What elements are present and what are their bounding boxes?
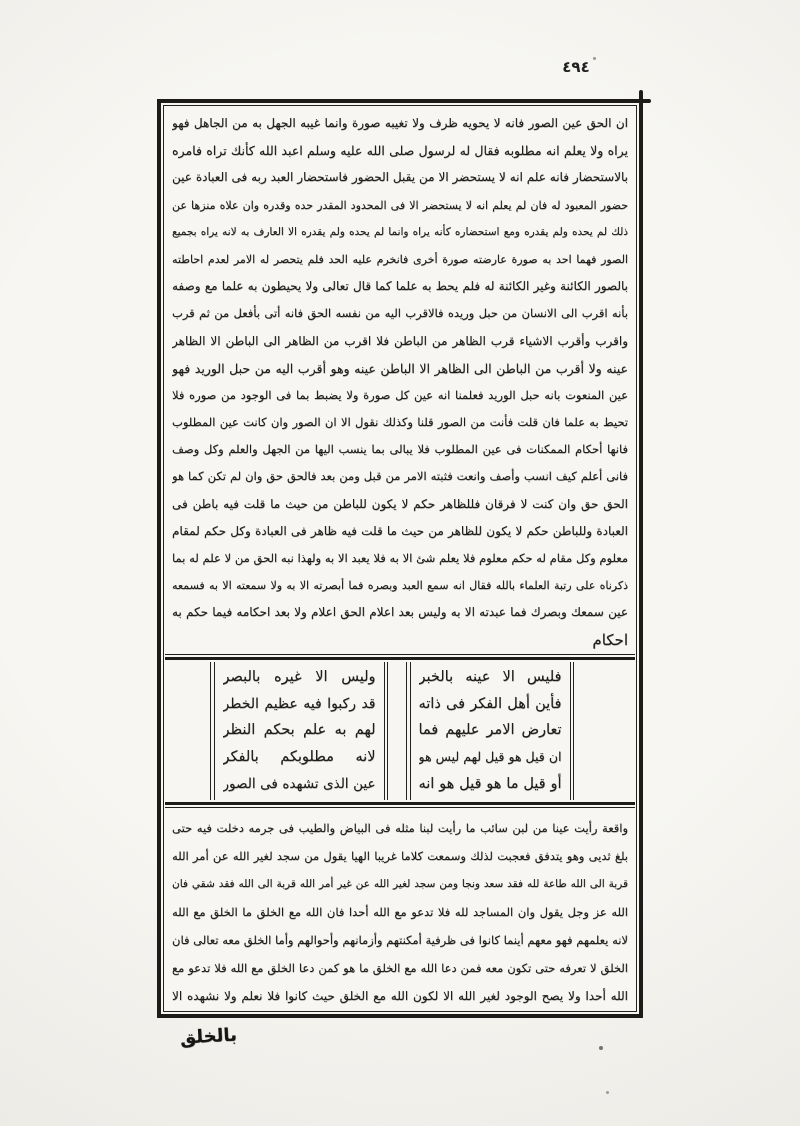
poem-section [164, 660, 636, 802]
bottom-text-block [164, 808, 636, 1011]
text-line: معلوم وكل مقام له حكم معلوم فلا يعلم شئ الا به فلا يعبد الا به ولهذا نبه الحق من لا علم له بما [172, 551, 628, 565]
poem-line: فليس الا عينه بالخبر [418, 668, 562, 685]
poem-column-first-hemistichs [406, 662, 574, 800]
text-line: بلغ ثديى وهو يتدفق فعجبت لذلك وسمعت كلاما غريبا الهيا يقول من سجد لغير الله عن أمر الله [172, 848, 628, 863]
text-line: عينه ولا أقرب من الباطن الى الظاهر الا الباطن عينه وهو أقرب اليه من حبل الوريد فهو [172, 360, 628, 376]
text-line: قربة الى الله طاعة لله فقد سعد ونجا ومن سجد لغير الله عن غير أمر الله قربة الى الله فقد شقي فان [172, 877, 628, 890]
text-line: العبادة وللباطن حكم لا يكون للظاهر من حيث ما قلت فيه ظاهر فى العبادة وكل حكم لمقام [172, 523, 628, 538]
poem-line: أو قيل ما هو قيل هو انه [418, 775, 562, 792]
text-line: بالصور الكائنة وغير الكائنة له فلم يحط به علما كما قال تعالى ولا يحيطون به علما مع وصفه [172, 279, 628, 294]
ink-speck [593, 57, 596, 60]
poem-column-rule [214, 662, 385, 800]
text-line: فانى أعلم كيف انسب وأصف وانعت فثبته الامر من قبل ومن بعد فالحق حق وان لم تكن كما هو [172, 469, 628, 484]
text-line: عين سمعك وبصرك فما عبدته الا به وليس بعد اعلام الحق اعلام ولا بعد احكامه فيما حكم به [172, 605, 628, 620]
text-line: تحيط به علما فان قلت فأنت من الصور قلنا وكذلك نقول الا ان الصور وان كانت عين المطلوب [172, 415, 628, 430]
text-line: حضور المعبود له فان لم يعلم انه لا يستحضر الا فى المحدود المقدر حده وقدره وان علاه منزها عن [172, 198, 628, 212]
text-line: عين المنعوت بانه حبل الوريد فعلمنا انه عين كل صورة ولا يضبط بما فى الوجود من صوره فلا [172, 387, 628, 402]
poem-column-second-hemistichs [210, 662, 388, 800]
poem-line: لانه مطلوبكم بالفكر [222, 749, 376, 766]
text-line: الخلق لا تعرفه حتى تكون معه فمن دعا الله مع الخلق ما هو كمن دعا الخلق مع الله فلا تدعو مع [172, 960, 628, 975]
text-line: واقرب وأقرب الاشياء قرب الظاهر من الباطن فلا اقرب من الظاهر الى الباطن الا الظاهر [172, 333, 628, 348]
text-line: بالاستحضار فانه علم انه لا يستحضر الا من يقبل الحضور فاستحضار العبد ربه فى العبادة عين [172, 170, 628, 185]
poem-line: قد ركبوا فيه عظيم الخطر [222, 695, 376, 712]
page-frame [157, 99, 643, 1018]
poem-line: فأين أهل الفكر فى ذاته [418, 695, 562, 712]
poem-line: لهم به علم بحكم النظر [222, 722, 376, 739]
poem-line: عين الذى تشهده فى الصور [222, 775, 376, 792]
poem-line: وليس الا غيره بالبصر [222, 668, 376, 685]
text-line: الحق حق وان كنت لا فرقان فللظاهر حكم لا يكون للباطن من حيث ما قلت فيه باطن فى [172, 496, 628, 511]
text-line: بأنه اقرب الى الانسان من حبل وريده فالاقرب اليه من نفسه الحق فانه أتى بأفعل من ثم قرب [172, 306, 628, 321]
text-line: ذلك لم يحده ولم يقدره ومع استحضاره كأنه يراه وانما لم يحده ولم يقدره الا العارف به لانه يراه بجميع [172, 225, 628, 238]
page-number: ٤٩٤ [562, 58, 590, 76]
text-line: واقعة رأيت عينا من لبن سائب ما رأيت لبنا مثله فى البياض والطيب فى جرمه دخلت فيه حتى [172, 820, 628, 835]
text-line: الله عز وجل يقول وان المساجد لله فلا تدعو مع الله أحدا فان الله مع الخلق ما الخلق مع الله [172, 904, 628, 919]
ink-speck [599, 1046, 603, 1050]
text-line: لانه يعلمهم فهو معهم أينما كانوا فى ظرفية أمكنتهم وأزمانهم وأحوالهم وأما الخلق معه تعالى فان [172, 932, 628, 947]
text-line: احكام [592, 630, 628, 649]
poem-line: ان قيل هو قيل لهم ليس هو [418, 749, 562, 765]
text-line: الله أحدا ولا يصح الوجود لغير الله الا لكون الله مع الخلق حيث كانوا فلا نعلم ولا نشهده الا [172, 988, 628, 1003]
ink-speck [606, 1091, 609, 1094]
poem-line: تعارض الامر عليهم فما [418, 722, 562, 739]
text-line: الصور فهما احد به صورة عارضته صورة أخرى فانخرم عليه الحد فلم يتحصر له الامر لعدم احاطته [172, 252, 628, 266]
poem-column-rule [410, 662, 571, 800]
catchword: بالخلق [179, 1024, 238, 1049]
page-frame-inner [163, 105, 637, 1012]
main-text-block [164, 106, 636, 654]
text-line: فانها أحكام الممكنات فى عين المطلوب فلا يبالى بما ينسب اليها من الجهل والعلم وكل وصف [172, 442, 628, 457]
text-line: يراه ولا يعلم انه مطلوبه فقال له لرسول صلى الله عليه وسلم اعبد الله كأنك تراه فامره [172, 143, 628, 159]
text-line: ان الحق عين الصور فانه لا يحويه ظرف ولا تغيبه صورة وانما غيبه الجهل به من الجاهل فهو [172, 116, 628, 130]
text-line: ذكرناه على رتبة العلماء بالله فقال انه سمع العبد وبصره فما أبصرته الا به ولا سمعته الا به فسمعه [172, 579, 628, 593]
